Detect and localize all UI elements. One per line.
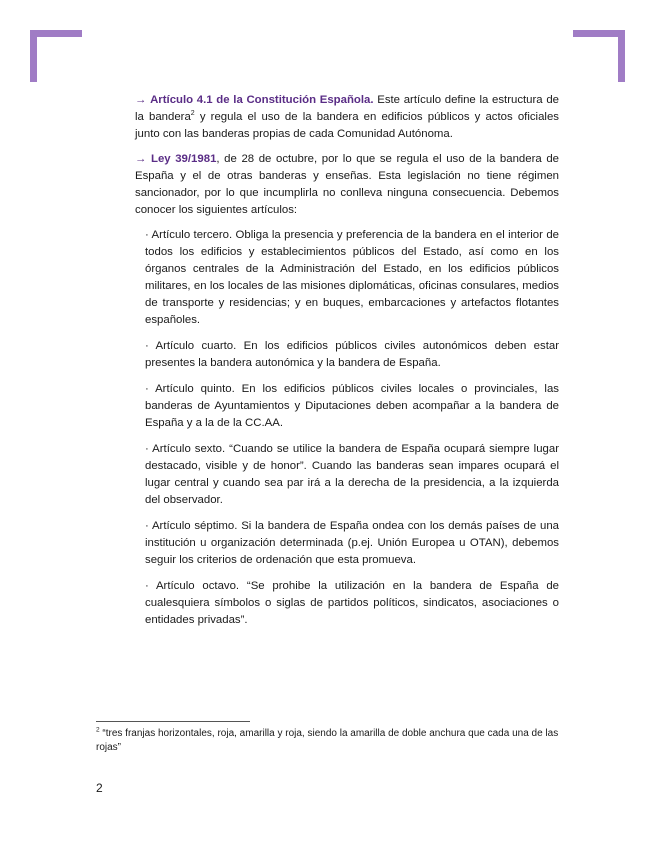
footnote-ref: 2: [190, 110, 195, 118]
arrow-icon: →: [135, 94, 147, 106]
article-item: · Artículo sexto. “Cuando se utilice la bandera de España ocupará siempre lugar destacado, visible y de honor”. Cuando las banderas sean impares ocupará el lugar central y cuando sea par irá a la derecha de la presidencia, a la izquierda del observador.: [145, 443, 559, 506]
paragraph-constitucion: [135, 92, 559, 143]
corner-bracket-top-right: [618, 30, 625, 82]
paragraph-text: , de 28 de octubre, por lo que se regula el uso de la bandera de España y el de otras banderas y enseñas. Esta legislación no tiene régimen sancionador, por lo que incumplirla no conlleva ninguna consecuencia. Debemos conocer los siguientes artículos:: [135, 153, 559, 216]
main-content: [135, 92, 559, 638]
corner-bracket-top-left: [30, 30, 37, 82]
paragraph-text: Este artículo define la estructura de la bandera: [135, 94, 559, 123]
footnote-number: 2: [96, 726, 100, 734]
article-item: · Artículo séptimo. Si la bandera de España ondea con los demás países de una institución u organización determinada (p.ej. Unión Europea u OTAN), debemos seguir los criterios de ordenación que esta promueva.: [145, 520, 559, 566]
arrow-icon: →: [135, 153, 147, 165]
corner-bracket-top-left: [30, 30, 82, 37]
footnote-text: “tres franjas horizontales, roja, amarilla y roja, siendo la amarilla de doble anchura que cada una de las rojas”: [96, 728, 559, 753]
paragraph-ley: [135, 151, 559, 219]
article-item: · Artículo quinto. En los edificios públicos civiles locales o provinciales, las banderas de Ayuntamientos y Diputaciones deben acompañar a la bandera de España y a la de la CC.AA.: [145, 383, 559, 429]
heading-articulo-4-1: Artículo 4.1 de la Constitución Española.: [150, 94, 374, 106]
article-item: · Artículo tercero. Obliga la presencia y preferencia de la bandera en el interior de todos los edificios y establecimientos públicos del Estado, así como en los órganos centrales de la Administración del Estado, en los edificios públicos militares, en los locales de las misiones diplomáticas, oficinas consulares, medios de transporte y residencias; y en buques, embarcaciones y artefactos flotantes españoles.: [145, 229, 559, 326]
footnote-divider: [96, 721, 250, 722]
page-number: 2: [96, 781, 103, 795]
article-item: · Artículo cuarto. En los edificios públicos civiles autonómicos deben estar presentes la bandera autonómica y la bandera de España.: [145, 340, 559, 369]
heading-ley-39-1981: Ley 39/1981: [151, 153, 217, 165]
article-item: · Artículo octavo. “Se prohibe la utilización en la bandera de España de cualesquiera símbolos o siglas de partidos políticos, sindicatos, asociaciones o entidades privadas”.: [145, 580, 559, 626]
paragraph-text: y regula el uso de la bandera en edificios públicos y actos oficiales junto con las banderas propias de cada Comunidad Autónoma.: [135, 111, 559, 140]
footnote: [96, 727, 559, 754]
